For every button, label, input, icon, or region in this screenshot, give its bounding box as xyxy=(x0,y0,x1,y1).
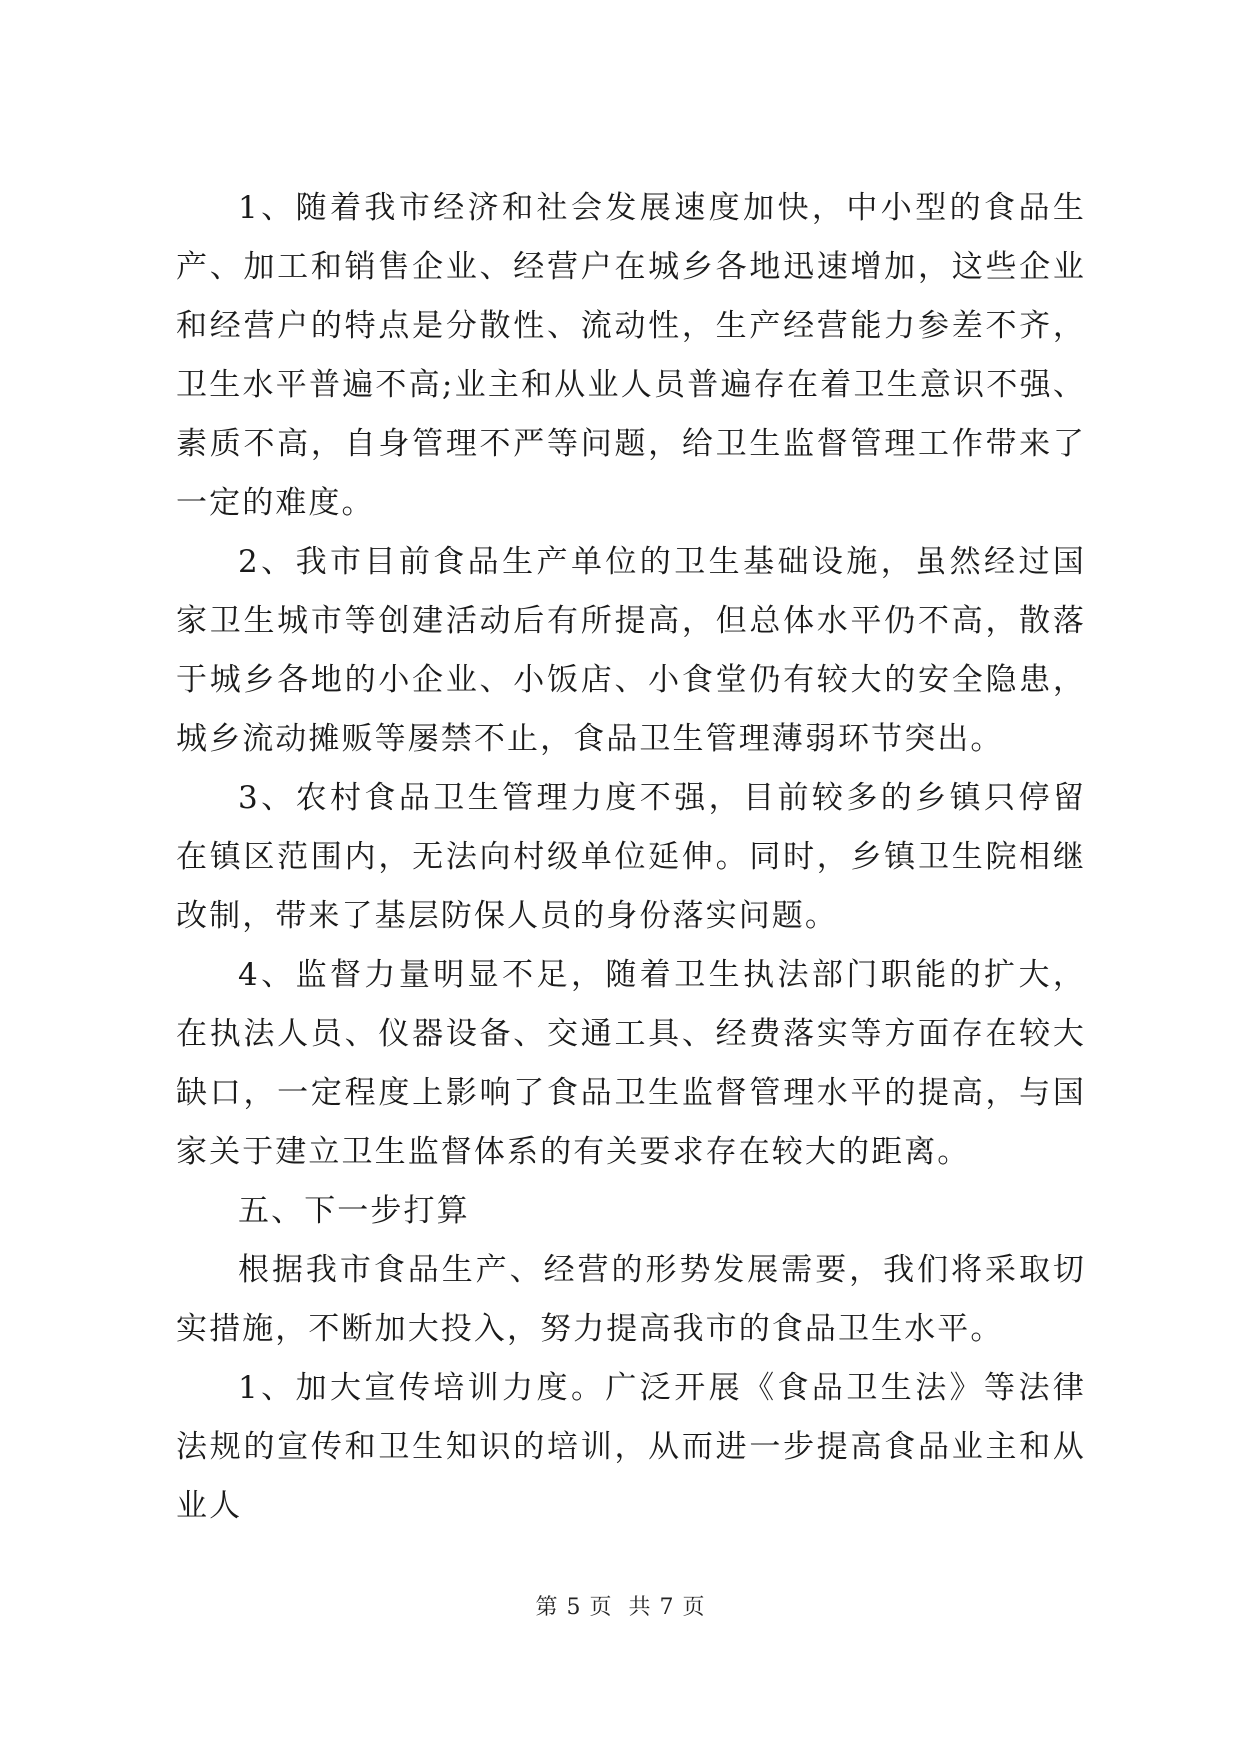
section-heading-next-steps: 五、下一步打算 xyxy=(238,1193,470,1229)
paragraph-next-steps-intro: 根据我市食品生产、经营的形势发展需要，我们将采取切实措施，不断加大投入，努力提高我市的食品卫生水平。 xyxy=(176,1252,1086,1347)
document-body xyxy=(176,179,1086,1536)
page-number: 第 5 页 共 7 页 xyxy=(535,1595,706,1620)
paragraph-issue-4: 4、监督力量明显不足，随着卫生执法部门职能的扩大，在执法人员、仪器设备、交通工具、经费落实等方面存在较大缺口，一定程度上影响了食品卫生监督管理水平的提高，与国家关于建立卫生监督体系的有关要求存在较大的距离。 xyxy=(176,957,1086,1170)
page-footer xyxy=(0,1590,1241,1621)
paragraph-measure-1: 1、加大宣传培训力度。广泛开展《食品卫生法》等法律法规的宣传和卫生知识的培训，从而进一步提高食品业主和从业人 xyxy=(176,1370,1086,1524)
paragraph-issue-2: 2、我市目前食品生产单位的卫生基础设施，虽然经过国家卫生城市等创建活动后有所提高，但总体水平仍不高，散落于城乡各地的小企业、小饭店、小食堂仍有较大的安全隐患，城乡流动摊贩等屡禁不止，食品卫生管理薄弱环节突出。 xyxy=(176,544,1086,757)
paragraph-issue-1: 1、随着我市经济和社会发展速度加快，中小型的食品生产、加工和销售企业、经营户在城乡各地迅速增加，这些企业和经营户的特点是分散性、流动性，生产经营能力参差不齐，卫生水平普遍不高;业主和从业人员普遍存在着卫生意识不强、素质不高，自身管理不严等问题，给卫生监督管理工作带来了一定的难度。 xyxy=(176,190,1086,521)
paragraph-issue-3: 3、农村食品卫生管理力度不强，目前较多的乡镇只停留在镇区范围内，无法向村级单位延伸。同时，乡镇卫生院相继改制，带来了基层防保人员的身份落实问题。 xyxy=(176,780,1086,934)
